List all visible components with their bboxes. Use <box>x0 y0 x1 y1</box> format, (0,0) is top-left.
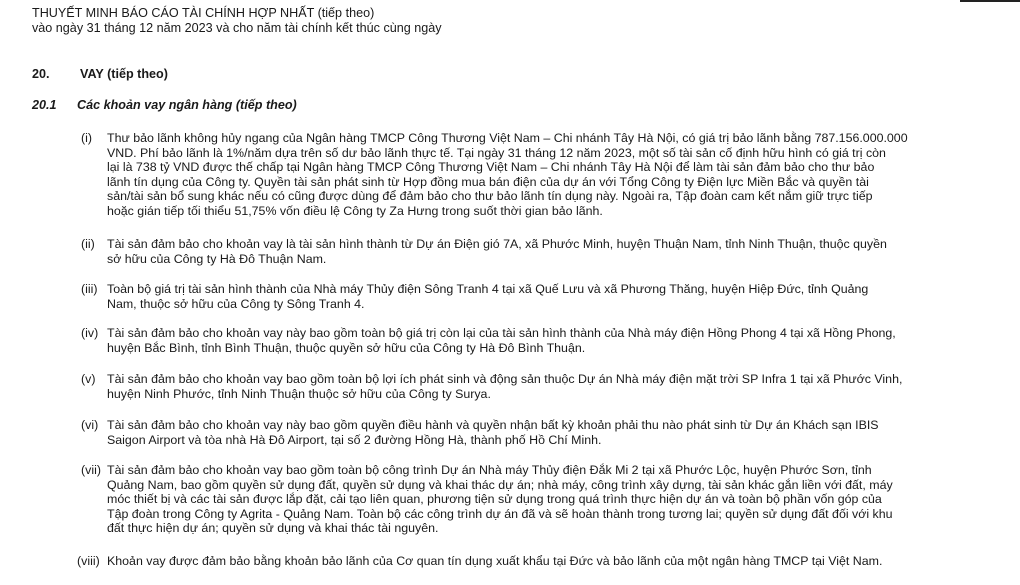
item-paragraph <box>107 418 987 447</box>
paragraph-line: lãnh tín dụng của Công ty. Quyền tài sản phát sinh từ Hợp đồng mua bán điện của dự án với Tổng Công ty Điện lực Miền Bắc và quyền tài <box>107 174 869 189</box>
paragraph-line: sở hữu của Công ty Hà Đô Thuận Nam. <box>107 251 327 266</box>
item-paragraph <box>107 131 987 219</box>
item-paragraph <box>107 282 987 311</box>
paragraph-line: Nam, thuộc sở hữu của Công ty Sông Tranh 4. <box>107 296 365 311</box>
item-numeral: (ii) <box>81 237 95 251</box>
paragraph-line: lại là 738 tỷ VND được thế chấp tại Ngân hàng TMCP Công Thương Việt Nam – Chi nhánh Tây Hà Nội để làm tài sản đảm bảo cho thư bảo <box>107 160 875 175</box>
item-paragraph <box>107 463 987 536</box>
item-numeral: (viii) <box>77 554 100 568</box>
paragraph-line: hoặc gián tiếp tối thiểu 51,75% vốn điều lệ Công ty Za Hưng trong suốt thời gian bảo lãnh. <box>107 203 603 218</box>
item-paragraph <box>107 326 987 355</box>
section-number: 20. <box>32 67 50 81</box>
item-numeral: (iv) <box>81 326 99 340</box>
paragraph-line: Tài sản đảm bảo cho khoản vay này bao gồm toàn bộ giá trị còn lại của tài sản hình thành của Nhà máy điện Hồng Phong 4 tại xã Hồng Phong, <box>107 326 896 340</box>
paragraph-line: đất thực hiện dự án; quyền sử dụng và khai thác tài nguyên. <box>107 521 439 536</box>
paragraph-line: Tài sản đảm bảo cho khoản vay bao gồm toàn bộ công trình Dự án Nhà máy Thủy điện Đắk Mi 2 tại xã Phước Lộc, huyện Phước Sơn, tỉnh <box>107 463 872 477</box>
section-heading <box>32 67 168 81</box>
item-paragraph <box>107 237 987 266</box>
paragraph-line: huyện Ninh Phước, tỉnh Ninh Thuận thuộc sở hữu của Công ty Surya. <box>107 386 491 401</box>
paragraph-line: Tập đoàn trong Công ty Agrita - Quảng Nam. Toàn bộ các công trình dự án đã và sẽ hoàn thành trong tương lai; quyền sử dụng đất đối với khu <box>107 506 893 521</box>
paragraph-line: Quảng Nam, bao gồm quyền sử dụng đất, quyền sử dụng và khai thác dự án; nhà máy, công trình xây dựng, tài sản khác gắn liền với đất, máy <box>107 477 893 492</box>
paragraph-line: huyện Bắc Bình, tỉnh Bình Thuận, thuộc quyền sở hữu của Công ty Hà Đô Bình Thuận. <box>107 340 586 355</box>
item-numeral: (iii) <box>81 282 98 296</box>
document-header <box>32 6 732 36</box>
section-title: VAY (tiếp theo) <box>80 67 168 81</box>
paragraph-line: Tài sản đảm bảo cho khoản vay là tài sản hình thành từ Dự án Điện gió 7A, xã Phước Minh, huyện Thuận Nam, tỉnh Ninh Thuận, thuộc quyền <box>107 237 887 251</box>
item-paragraph <box>107 554 987 569</box>
subsection-heading <box>32 98 297 112</box>
paragraph-line: Saigon Airport và tòa nhà Hà Đô Airport, tại số 2 đường Hồng Hà, thành phố Hồ Chí Minh. <box>107 432 602 447</box>
paragraph-line: Toàn bộ giá trị tài sản hình thành của Nhà máy Thủy điện Sông Tranh 4 tại xã Quế Lưu và xã Phương Thăng, huyện Hiệp Đức, tỉnh Quảng <box>107 282 869 296</box>
document-title: THUYẾT MINH BÁO CÁO TÀI CHÍNH HỢP NHẤT (tiếp theo) <box>32 6 375 20</box>
item-numeral: (i) <box>81 131 93 145</box>
item-paragraph <box>107 372 987 401</box>
paragraph-line: Thư bảo lãnh không hủy ngang của Ngân hàng TMCP Công Thương Việt Nam – Chi nhánh Tây Hà Nội, có giá trị bảo lãnh bằng 787.156.000.000 <box>107 131 908 145</box>
paragraph-line: sản/tài sản bổ sung khác nếu có cũng được dùng để đảm bảo cho thư bảo lãnh tín dụng này. Ngoài ra, Tập đoàn cam kết nắm giữ trực tiếp <box>107 189 873 204</box>
paragraph-line: móc thiết bị và các tài sản được lắp đặt, cải tạo liên quan, phương tiện sử dụng trong quá trình thực hiện dự án và toàn bộ phần vốn góp của <box>107 492 882 507</box>
document-subtitle: vào ngày 31 tháng 12 năm 2023 và cho năm tài chính kết thúc cùng ngày <box>32 21 442 35</box>
paragraph-line: Tài sản đảm bảo cho khoản vay này bao gồm quyền điều hành và quyền nhận bất kỳ khoản phải thu nào phát sinh từ Dự án Khách sạn IBIS <box>107 418 879 432</box>
subsection-title: Các khoản vay ngân hàng (tiếp theo) <box>77 98 297 112</box>
paragraph-line: Tài sản đảm bảo cho khoản vay bao gồm toàn bộ lợi ích phát sinh và động sản thuộc Dự án Nhà máy điện mặt trời SP Infra 1 tại xã Phước Vinh, <box>107 372 903 386</box>
paragraph-line: Khoản vay được đảm bảo bằng khoản bảo lãnh của Cơ quan tín dụng xuất khẩu tại Đức và bảo lãnh của một ngân hàng TMCP tại Việt Nam. <box>107 554 883 568</box>
item-numeral: (v) <box>81 372 96 386</box>
subsection-number: 20.1 <box>32 98 57 112</box>
item-numeral: (vi) <box>81 418 99 432</box>
header-rule <box>960 0 1020 2</box>
item-numeral: (vii) <box>81 463 101 477</box>
paragraph-line: VND. Phí bảo lãnh là 1%/năm dựa trên số dư bảo lãnh thực tế. Tại ngày 31 tháng 12 năm 2023, một số tài sản cố định hữu hình có giá trị còn <box>107 145 886 160</box>
